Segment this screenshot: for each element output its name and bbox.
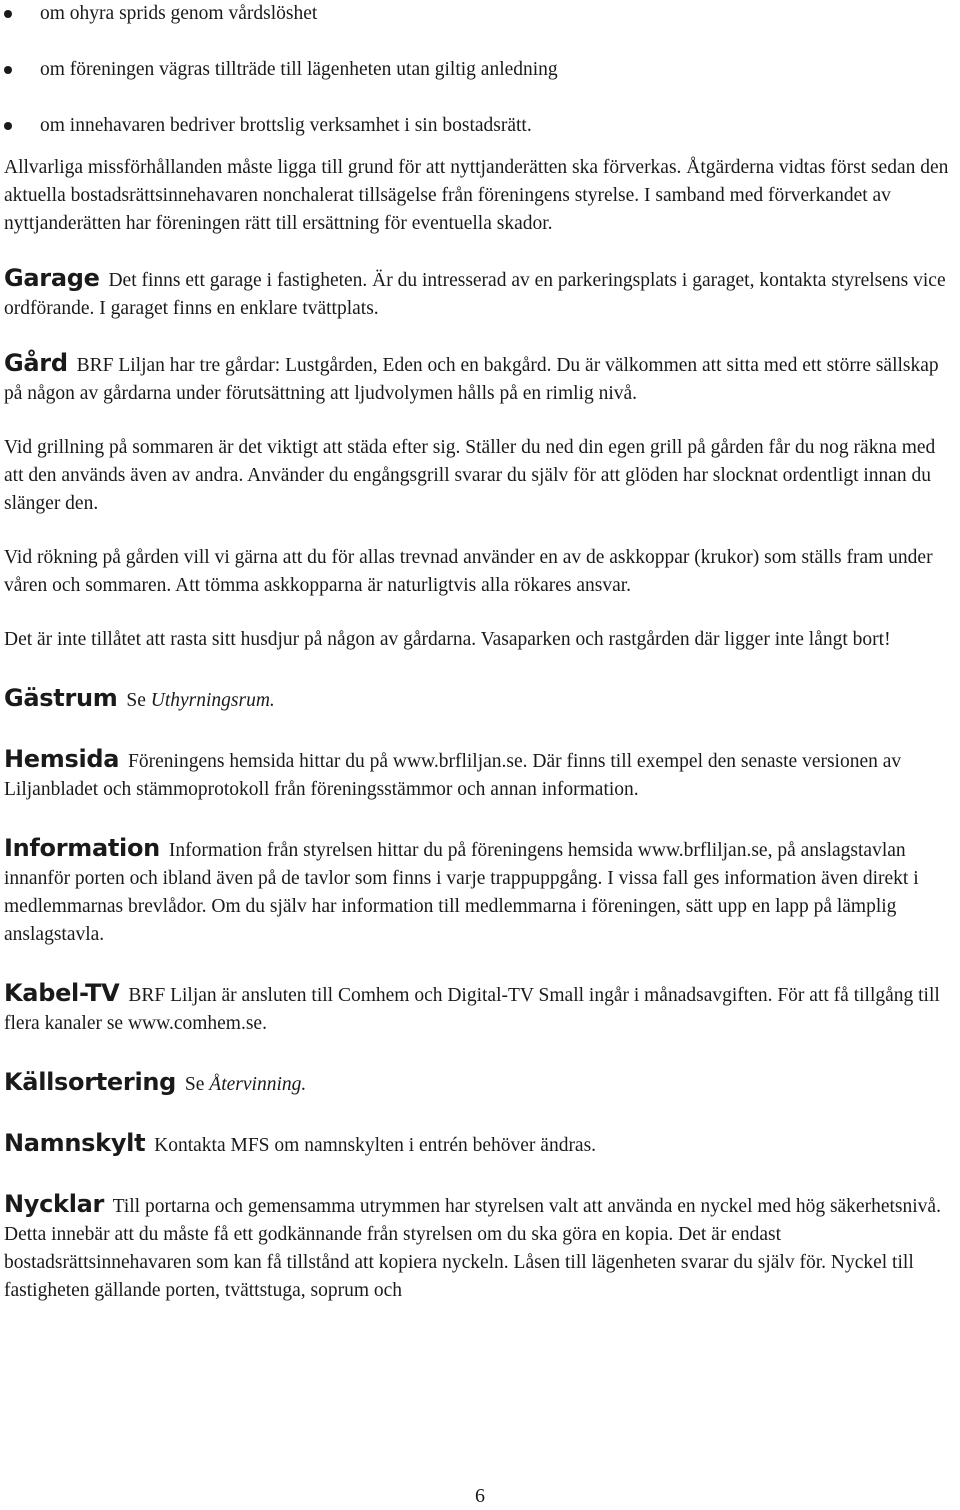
document-page	[4, 0, 958, 1305]
information-text: Information från styrelsen hittar du på föreningens hemsida www.brfliljan.se, på anslagstavlan innanför porten och ibland även på de tavlor som finns i varje trappuppgång. I vissa fall ges information även direkt i medlemmarnas brevlådor. Om du själv har information till medlemmarna i föreningen, sätt upp en lapp på lämplig anslagstavla.	[4, 840, 919, 945]
section-hemsida	[4, 745, 958, 804]
section-nycklar	[4, 1190, 958, 1305]
bullet-list	[4, 0, 958, 140]
section-kallsortering	[4, 1068, 958, 1099]
bullet-item: om föreningen vägras tillträde till lägenheten utan giltig anledning	[4, 56, 958, 84]
gard-paragraph-smoking: Vid rökning på gården vill vi gärna att du för allas trevnad använder en av de askkoppar (krukor) som ställs fram under våren och sommaren. Att tömma askkopparna är naturligtvis alla rökares ansvar.	[4, 547, 933, 596]
nycklar-text: Till portarna och gemensamma utrymmen har styrelsen valt att använda en nyckel med hög säkerhetsnivå. Detta innebär att du måste få ett godkännande från styrelsen om du ska göra en kopia. Det är endast bostadsrättsinnehavaren som kan få tillstånd att kopiera nyckeln. Låsen till lägenheten svarar du själv för. Nyckel till fastigheten gällande porten, tvättstuga, soprum och	[4, 1196, 941, 1301]
term-gard: Gård	[4, 349, 68, 377]
garage-text: Det finns ett garage i fastigheten. Är du intresserad av en parkeringsplats i garaget, kontakta styrelsens vice ordförande. I garaget finns en enklare tvättplats.	[4, 270, 946, 319]
kabeltv-text: BRF Liljan är ansluten till Comhem och Digital-TV Small ingår i månadsavgiften. För att få tillgång till flera kanaler se www.comhem.se.	[4, 985, 940, 1034]
term-kallsortering: Källsortering	[4, 1068, 177, 1096]
bullet-item: om innehavaren bedriver brottslig verksamhet i sin bostadsrätt.	[4, 112, 958, 140]
gard-paragraph-pets: Det är inte tillåtet att rasta sitt husdjur på någon av gårdarna. Vasaparken och rastgården där ligger inte långt bort!	[4, 629, 891, 650]
term-garage: Garage	[4, 264, 100, 292]
page-number: 6	[475, 1485, 485, 1507]
kallsortering-prefix: Se	[184, 1074, 205, 1095]
term-information: Information	[4, 834, 160, 862]
term-namnskylt: Namnskylt	[4, 1129, 146, 1157]
section-namnskylt	[4, 1129, 958, 1160]
kallsortering-reference: Återvinning.	[209, 1074, 307, 1095]
gastrum-reference: Uthyrningsrum.	[150, 690, 275, 711]
gard-paragraph-grill: Vid grillning på sommaren är det viktigt att städa efter sig. Ställer du ned din egen grill på gården får du nog räkna med att den används även av andra. Använder du engångsgrill svarar du själv för att glöden har slocknat ordentligt innan du slänger den.	[4, 437, 936, 514]
term-hemsida: Hemsida	[4, 745, 120, 773]
section-kabeltv	[4, 979, 958, 1038]
hemsida-text: Föreningens hemsida hittar du på www.brfliljan.se. Där finns till exempel den senaste versionen av Liljanbladet och stämmoprotokoll från föreningsstämmor och annan information.	[4, 751, 902, 800]
section-gastrum	[4, 684, 958, 715]
intro-paragraph: Allvarliga missförhållanden måste ligga till grund för att nyttjanderätten ska förverkas. Åtgärderna vidtas först sedan den aktuella bostadsrättsinnehavaren nonchalerat tillsägelse från föreningens styrelse. I samband med förverkandet av nyttjanderätten har föreningen rätt till ersättning för eventuella skador.	[4, 157, 949, 234]
bullet-item: om ohyra sprids genom vårdslöshet	[4, 0, 958, 28]
namnskylt-text: Kontakta MFS om namnskylten i entrén behöver ändras.	[154, 1135, 597, 1156]
term-kabeltv: Kabel-TV	[4, 979, 120, 1007]
section-gard	[4, 349, 958, 408]
section-information	[4, 834, 958, 949]
gard-text: BRF Liljan har tre gårdar: Lustgården, Eden och en bakgård. Du är välkommen att sitta med ett större sällskap på någon av gårdarna under förutsättning att ljudvolymen hålls på en rimlig nivå.	[4, 355, 939, 404]
gastrum-prefix: Se	[126, 690, 146, 711]
term-nycklar: Nycklar	[4, 1190, 105, 1218]
section-garage	[4, 264, 958, 323]
term-gastrum: Gästrum	[4, 684, 118, 712]
